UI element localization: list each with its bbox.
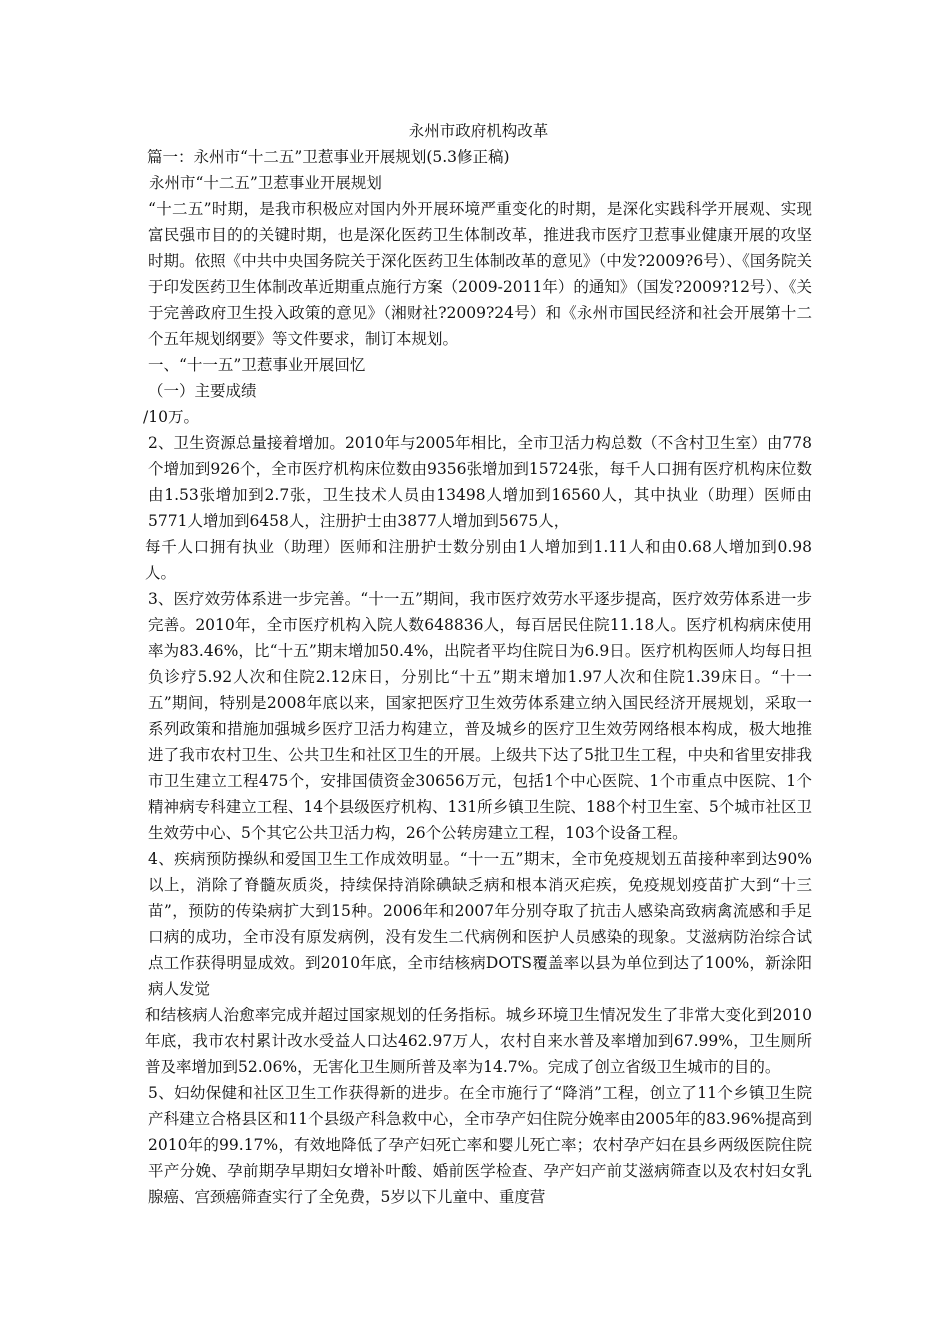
paragraph-item-4: 4、疾病预防操纵和爱国卫生工作成效明显。“十一五”期末，全市免疫规划五苗接种率到达90%以上，消除了脊髓灰质炎，持续保持消除碘缺乏病和根本消灭疟疾，免疫规划疫苗扩大到“十三苗”，预防的传染病扩大到15种。2006年和2007年分别夺取了抗击人感染高致病禽流感和手足口病的成功，全市没有原发病例，没有发生二代病例和医护人员感染的现象。艾滋病防治综合试点工作获得明显成效。到2010年底，全市结核病DOTS覆盖率以县为单位到达了100%，新涂阳病人发觉 bbox=[148, 850, 812, 998]
paragraph-item-2: 2、卫生资源总量接着增加。2010年与2005年相比，全市卫活力构总数（不含村卫生室）由778个增加到926个，全市医疗机构床位数由9356张增加到15724张，每千人口拥有医疗机构床位数由1.53张增加到2.7张，卫生技术人员由13498人增加到16560人，其中执业（助理）医师由5771人增加到6458人，注册护士由3877人增加到5675人， bbox=[148, 434, 812, 530]
paragraph-intro: “十二五”时期，是我市积极应对国内外开展环境严重变化的时期，是深化实践科学开展观、实现富民强市目的的关键时期，也是深化医药卫生体制改革，推进我市医疗卫惹事业健康开展的攻坚时期。依照《中共中央国务院关于深化医药卫生体制改革的意见》（中发?2009?6号）、《国务院关于印发医药卫生体制改革近期重点施行方案（2009-2011年）的通知》（国发?2009?12号）、《关于完善政府卫生投入政策的意见》（湘财社?2009?24号）和《永州市国民经济和社会开展第十二个五年规划纲要》等文件要求，制订本规划。 bbox=[148, 200, 812, 348]
section-heading: 篇一：永州市“十二五”卫惹事业开展规划(5.3修正稿) bbox=[147, 148, 510, 166]
plan-title: 永州市“十二五”卫惹事业开展规划 bbox=[149, 174, 382, 192]
subsection-heading: （一）主要成绩 bbox=[148, 382, 257, 400]
chapter-heading: 一、“十一五”卫惹事业开展回忆 bbox=[148, 356, 366, 374]
paragraph-item-5: 5、妇幼保健和社区卫生工作获得新的进步。在全市施行了“降消”工程，创立了11个乡镇卫生院产科建立合格县区和11个县级产科急救中心，全市孕产妇住院分娩率由2005年的83.96%提高到2010年的99.17%，有效地降低了孕产妇死亡率和婴儿死亡率；农村孕产妇在县乡两级医院住院平产分娩、孕前期孕早期妇女增补叶酸、婚前医学检查、孕产妇产前艾滋病筛查以及农村妇女乳腺癌、宫颈癌筛查实行了全免费，5岁以下儿童中、重度营 bbox=[148, 1084, 812, 1206]
paragraph-item-2-cont: 每千人口拥有执业（助理）医师和注册护士数分别由1人增加到1.11人和由0.68人增加到0.98人。 bbox=[145, 538, 812, 582]
paragraph-item-4-cont: 和结核病人治愈率完成并超过国家规划的任务指标。城乡环境卫生情况发生了非常大变化到2010年底，我市农村累计改水受益人口达462.97万人，农村自来水普及率增加到67.99%，卫生厕所普及率增加到52.06%，无害化卫生厕所普及率为14.7%。完成了创立省级卫生城市的目的。 bbox=[145, 1006, 812, 1076]
fragment-line: /10万。 bbox=[143, 408, 199, 426]
paragraph-item-3: 3、医疗效劳体系进一步完善。“十一五”期间，我市医疗效劳水平逐步提高，医疗效劳体系进一步完善。2010年，全市医疗机构入院人数648836人，每百居民住院11.18人。医疗机构病床使用率为83.46%，比“十五”期末增加50.4%，出院者平均住院日为6.9日。医疗机构医师人均每日担负诊疗5.92人次和住院2.12床日，分别比“十五”期末增加1.97人次和住院1.39床日。“十一五”期间，特别是2008年底以来，国家把医疗卫生效劳体系建立纳入国民经济开展规划，采取一系列政策和措施加强城乡医疗卫活力构建立，普及城乡的医疗卫生效劳网络根本构成，极大地推进了我市农村卫生、公共卫生和社区卫生的开展。上级共下达了5批卫生工程，中央和省里安排我市卫生建立工程475个，安排国债资金30656万元，包括1个中心医院、1个市重点中医院、1个精神病专科建立工程、14个县级医疗机构、131所乡镇卫生院、188个村卫生室、5个城市社区卫生效劳中心、5个其它公共卫活力构，26个公转房建立工程，103个设备工程。 bbox=[148, 590, 812, 842]
document-title: 永州市政府机构改革 bbox=[408, 122, 549, 140]
